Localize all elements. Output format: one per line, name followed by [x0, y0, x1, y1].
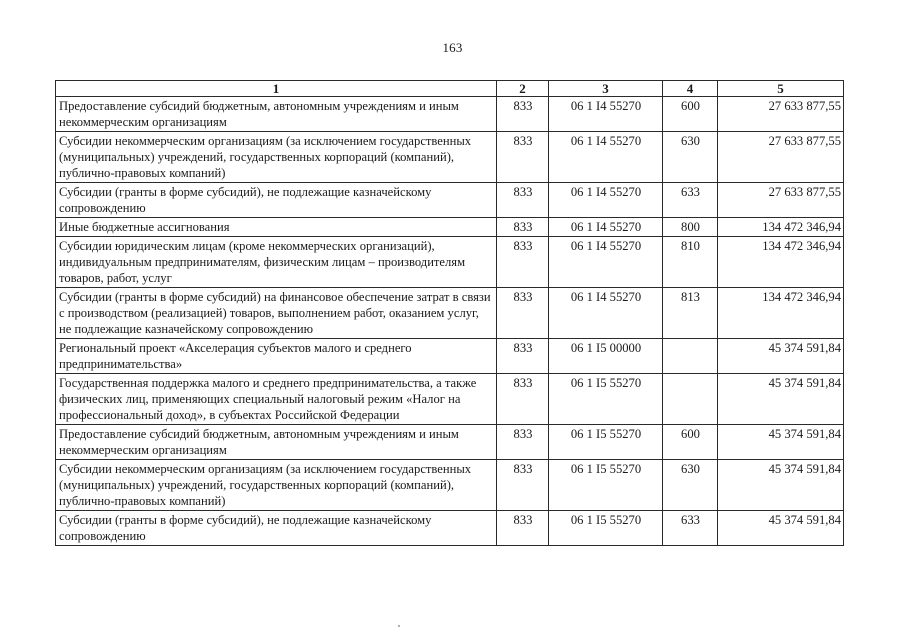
row-amount: 134 472 346,94 — [718, 237, 844, 288]
row-csr: 06 1 I4 55270 — [549, 97, 663, 132]
table-row — [56, 339, 844, 374]
row-kvr: 633 — [663, 511, 718, 546]
table-row — [56, 288, 844, 339]
table-header — [56, 81, 844, 97]
table-row — [56, 183, 844, 218]
row-kvr: 630 — [663, 132, 718, 183]
row-csr: 06 1 I5 55270 — [549, 460, 663, 511]
row-name: Иные бюджетные ассигнования — [56, 218, 497, 237]
row-code: 833 — [497, 97, 549, 132]
header-col-4: 4 — [663, 81, 718, 97]
row-name: Субсидии (гранты в форме субсидий), не подлежащие казначейскому сопровождению — [56, 511, 497, 546]
row-amount: 27 633 877,55 — [718, 183, 844, 218]
row-code: 833 — [497, 288, 549, 339]
row-csr: 06 1 I5 55270 — [549, 425, 663, 460]
budget-table — [55, 80, 844, 546]
table-body — [56, 97, 844, 546]
row-amount: 45 374 591,84 — [718, 511, 844, 546]
table-row — [56, 374, 844, 425]
row-kvr: 633 — [663, 183, 718, 218]
row-csr: 06 1 I4 55270 — [549, 183, 663, 218]
page-number: 163 — [442, 40, 463, 55]
row-amount: 27 633 877,55 — [718, 97, 844, 132]
row-amount: 45 374 591,84 — [718, 339, 844, 374]
row-csr: 06 1 I4 55270 — [549, 218, 663, 237]
row-name: Субсидии (гранты в форме субсидий), не подлежащие казначейскому сопровождению — [56, 183, 497, 218]
row-kvr: 800 — [663, 218, 718, 237]
row-csr: 06 1 I5 55270 — [549, 374, 663, 425]
header-col-1: 1 — [56, 81, 497, 97]
row-code: 833 — [497, 374, 549, 425]
row-code: 833 — [497, 425, 549, 460]
header-col-3: 3 — [549, 81, 663, 97]
row-name: Предоставление субсидий бюджетным, автономным учреждениям и иным некоммерческим организациям — [56, 97, 497, 132]
row-kvr: 600 — [663, 97, 718, 132]
row-csr: 06 1 I4 55270 — [549, 237, 663, 288]
row-name: Субсидии юридическим лицам (кроме некоммерческих организаций), индивидуальным предпринимателям, физическим лицам – производителям товаров, работ, услуг — [56, 237, 497, 288]
table-row — [56, 511, 844, 546]
row-amount: 134 472 346,94 — [718, 218, 844, 237]
row-csr: 06 1 I4 55270 — [549, 132, 663, 183]
row-name: Субсидии (гранты в форме субсидий) на финансовое обеспечение затрат в связи с производством (реализацией) товаров, выполнением работ, оказанием услуг, не подлежащие казначейскому сопровождению — [56, 288, 497, 339]
row-kvr: 813 — [663, 288, 718, 339]
table-row — [56, 218, 844, 237]
header-row — [56, 81, 844, 97]
row-csr: 06 1 I5 55270 — [549, 511, 663, 546]
table-row — [56, 460, 844, 511]
row-name: Государственная поддержка малого и среднего предпринимательства, а также физических лиц, применяющих специальный налоговый режим «Налог на профессиональный доход», в субъектах Российской Федерации — [56, 374, 497, 425]
row-csr: 06 1 I4 55270 — [549, 288, 663, 339]
row-csr: 06 1 I5 00000 — [549, 339, 663, 374]
row-amount: 27 633 877,55 — [718, 132, 844, 183]
header-col-5: 5 — [718, 81, 844, 97]
row-code: 833 — [497, 511, 549, 546]
row-code: 833 — [497, 218, 549, 237]
row-amount: 45 374 591,84 — [718, 425, 844, 460]
row-name: Субсидии некоммерческим организациям (за исключением государственных (муниципальных) учреждений, государственных корпораций (компаний), публично-правовых компаний) — [56, 460, 497, 511]
row-code: 833 — [497, 460, 549, 511]
table-row — [56, 425, 844, 460]
header-col-2: 2 — [497, 81, 549, 97]
table-row — [56, 237, 844, 288]
row-name: Региональный проект «Акселерация субъектов малого и среднего предпринимательства» — [56, 339, 497, 374]
table-row — [56, 132, 844, 183]
row-amount: 45 374 591,84 — [718, 374, 844, 425]
row-amount: 134 472 346,94 — [718, 288, 844, 339]
row-kvr: 600 — [663, 425, 718, 460]
row-name: Субсидии некоммерческим организациям (за исключением государственных (муниципальных) учреждений, государственных корпораций (компаний), публично-правовых компаний) — [56, 132, 497, 183]
scan-speck — [398, 625, 400, 627]
row-kvr — [663, 339, 718, 374]
row-code: 833 — [497, 132, 549, 183]
row-code: 833 — [497, 183, 549, 218]
row-kvr: 810 — [663, 237, 718, 288]
row-name: Предоставление субсидий бюджетным, автономным учреждениям и иным некоммерческим организациям — [56, 425, 497, 460]
row-code: 833 — [497, 339, 549, 374]
row-kvr: 630 — [663, 460, 718, 511]
row-amount: 45 374 591,84 — [718, 460, 844, 511]
table-row — [56, 97, 844, 132]
row-code: 833 — [497, 237, 549, 288]
row-kvr — [663, 374, 718, 425]
